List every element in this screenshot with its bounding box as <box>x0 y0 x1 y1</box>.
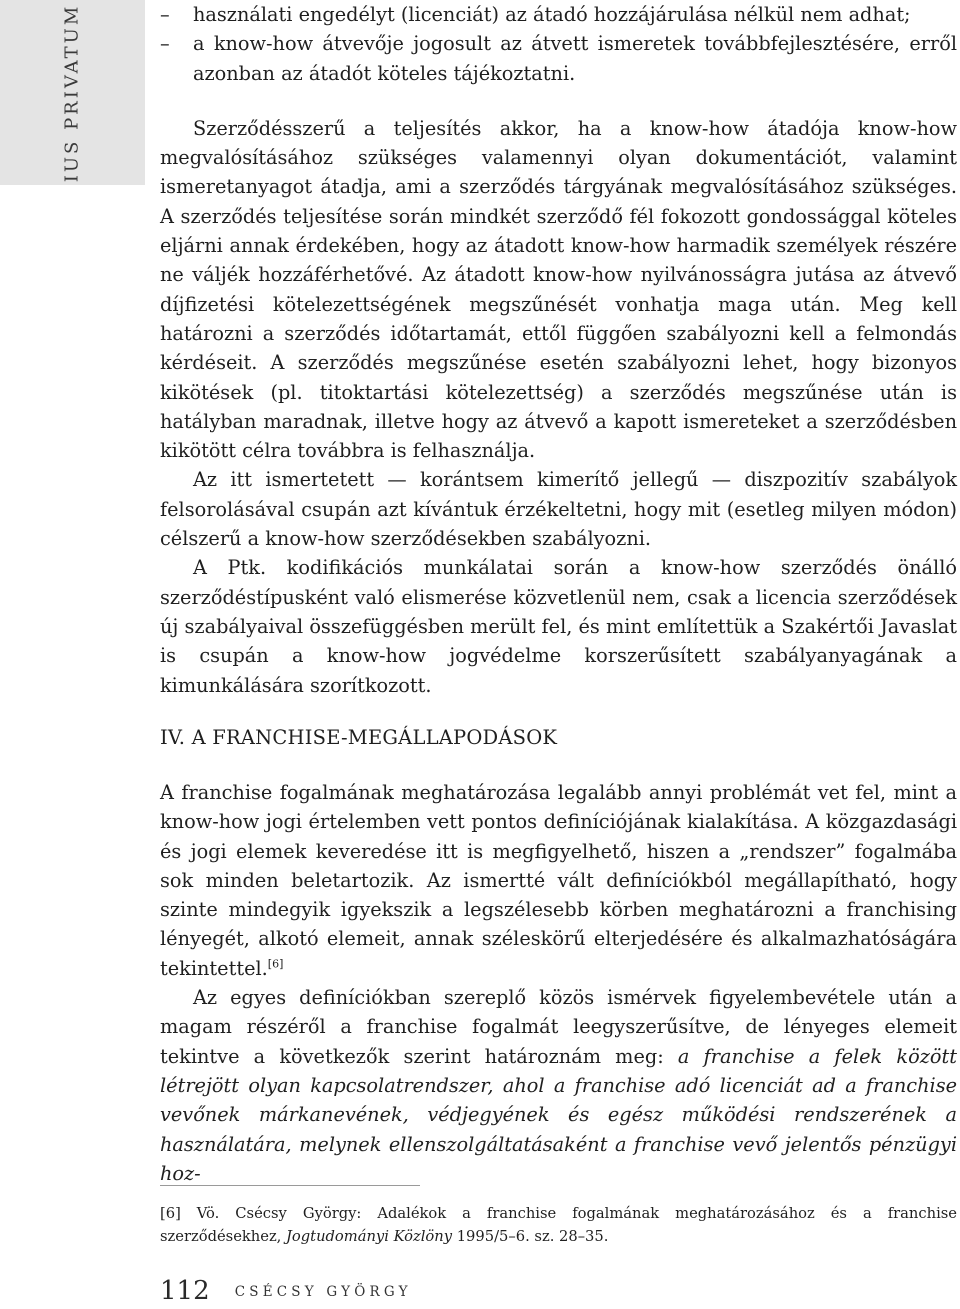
section-heading: IV. A FRANCHISE-MEGÁLLAPODÁSOK <box>160 726 558 749</box>
page-footer <box>160 1275 412 1309</box>
journal-sidebar-tab <box>0 0 145 185</box>
bullet-text: a know-how átvevője jogosult az átvett ismeretek továbbfejlesztésére, erről azonban az átadót köteles tájékoztatni. <box>193 32 957 85</box>
paragraph: Szerződésszerű a teljesítés akkor, ha a know-how átadója know-how megvalósításához szükséges valamennyi olyan dokumentációt, valamint ismeretanyagot átadja, ami a szerződés tárgyának megvalósításához szükséges. A szerződés teljesítése során mindkét szerződő fél fokozott gondossággal köteles eljárni annak érdekében, hogy az átadott know-how harmadik személyek részére ne váljék hozzáférhetővé. Az átadott know-how nyilvánosságra jutása az átvevő díjfizetési kötelezettségének megszűnését vonhatja maga után. Meg kell határozni a szerződés időtartamát, ettől függően szabályozni kell a felmondás kérdéseit. A szerződés megszűnése esetén szabályozni lehet, hogy bizonyos kikötések (pl. titoktartási kötelezettség) a szerződés megszűnése után is hatályban maradnak, illetve hogy az átvevő a kapott ismereteket a szerződésben kikötött célra továbbra is felhasználja. <box>160 116 957 463</box>
author-name: CSÉCSY GYÖRGY <box>234 1284 412 1300</box>
paragraph-text: Az egyes definíciókban szereplő közös ismérvek figyelembevétele után a magam részéről a franchise fogalmát leegyszerűsítve, de lényeges elemeit tekintve a következők szerint határoznám meg: <box>160 986 957 1068</box>
bullet-text: használati engedélyt (licenciát) az átadó hozzájárulása nélkül nem adhat; <box>193 3 911 26</box>
paragraph: A Ptk. kodifikációs munkálatai során a know-how szerződés önálló szerződéstípusként való elismerése közvetlenül nem, csak a licencia szerződések új szabályaival összefüggésben merült fel, és mint említettük a Szakértői Javaslat is csupán a know-how jogvédelme korszerűsített szabályanyagának a kimunkálására szorítkozott. <box>160 556 957 697</box>
main-text <box>160 0 957 700</box>
paragraph-text: A franchise fogalmának meghatározása legalább annyi problémát vet fel, mint a know-how jogi értelemben vett pontos definíciójának kialakítása. A közgazdasági és jogi elemek keveredése itt is megfigyelhető, hiszen a „rendszer” fogalmába sok minden beletartozik. Az ismertté vált definíciókból megállapítható, hogy szinte mindegyik igyekszik a legszélesebb körben meghatározni a franchising lényegét, alkotó elemeit, annak széleskörű elterjedésére és alkalmazhatóságára tekintettel. <box>160 781 957 980</box>
bullet-dash: – <box>160 32 170 56</box>
list-item <box>160 29 957 88</box>
bullet-dash: – <box>160 3 170 26</box>
bullet-list <box>160 0 957 88</box>
journal-title: IUS PRIVATUM <box>61 3 83 183</box>
paragraph <box>160 983 957 1188</box>
footnote-text: [6] Vö. Csécsy György: Adalékok a franchise fogalmának meghatározásához és a franchise szerződésekhez, <box>160 1205 957 1245</box>
footnote-tail: 1995/5–6. sz. 28–35. <box>452 1228 609 1245</box>
section-body <box>160 778 957 1188</box>
definition-text: a franchise a felek között létrejött olyan kapcsolatrendszer, ahol a franchise adó licenciát ad a franchise vevőnek márkanevének, védjegyének és egész működési rendszerének a használatára, melynek ellenszolgáltatásaként a franchise vevő jelentős pénzügyi hoz- <box>160 1044 957 1185</box>
page-number: 112 <box>160 1276 210 1306</box>
paragraph: Az itt ismertetett — korántsem kimerítő jellegű — diszpozitív szabályok felsorolásával csupán azt kívántuk érzékeltetni, hogy mit (esetleg milyen módon) célszerű a know-how szerződésekben szabályozni. <box>160 468 957 551</box>
paragraph <box>160 778 957 983</box>
list-item <box>160 0 957 29</box>
footnote-reference[interactable]: [6] <box>267 957 284 971</box>
footnote-journal: Jogtudományi Közlöny <box>286 1228 453 1245</box>
footnote <box>160 1202 957 1248</box>
footnote-divider <box>160 1185 420 1186</box>
